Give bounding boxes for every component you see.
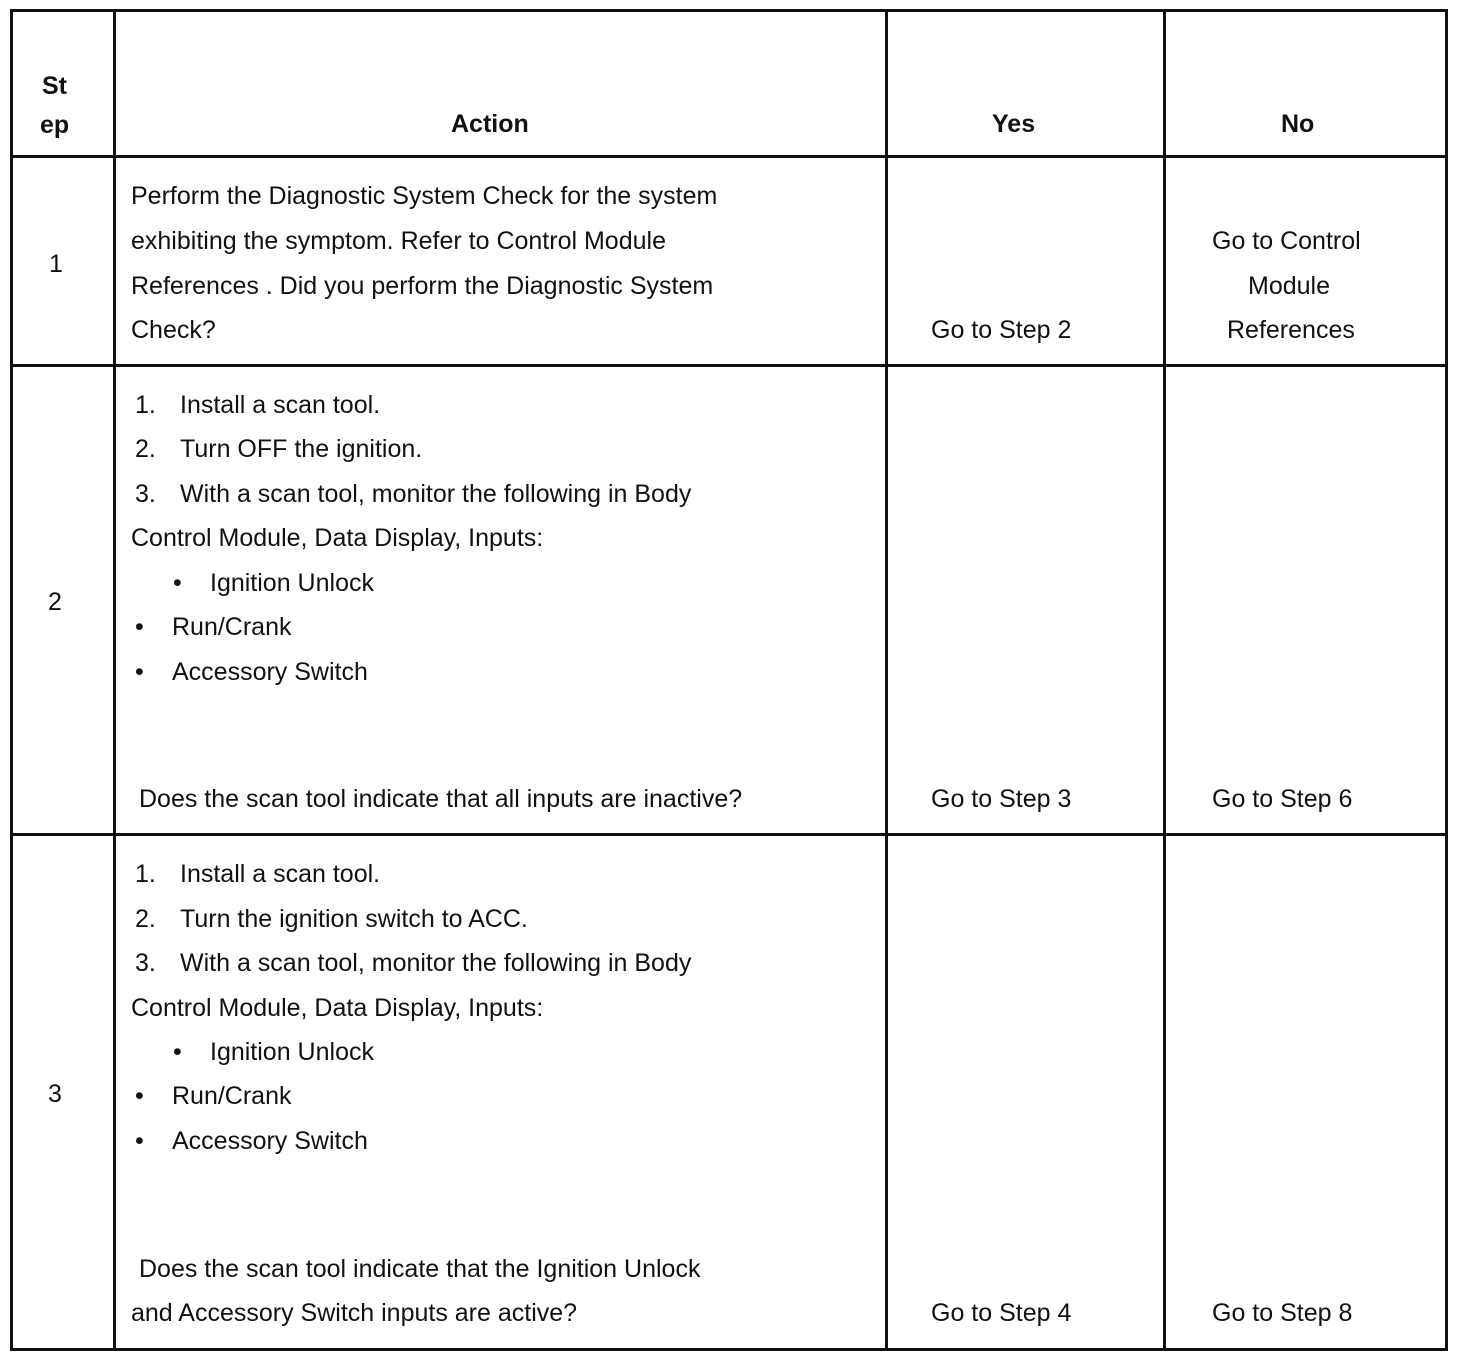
row3-no: Go to Step 8 [1212, 1299, 1353, 1327]
header-step-line1: St [42, 72, 67, 100]
row1-action-line1: Perform the Diagnostic System Check for the system [131, 182, 718, 210]
row3-bullet-text-2: Run/Crank [172, 1082, 292, 1110]
table-border-header-bottom [10, 155, 1448, 158]
row3-list-num-2: 2. [135, 905, 156, 933]
table-border-row1-bottom [10, 364, 1448, 367]
table-divider-step-action [113, 9, 116, 1351]
row3-list-continuation: Control Module, Data Display, Inputs: [131, 994, 544, 1022]
row2-list-continuation: Control Module, Data Display, Inputs: [131, 524, 544, 552]
row1-no-line2: Module [1248, 272, 1330, 300]
row2-question-line1: Does the scan tool indicate that all inputs are inactive? [139, 785, 743, 813]
table-divider-action-yes [885, 9, 888, 1351]
row3-list-num-3: 3. [135, 949, 156, 977]
row1-yes: Go to Step 2 [931, 316, 1072, 344]
row3-bullet-text-3: Accessory Switch [172, 1127, 368, 1155]
table-border-row2-bottom [10, 833, 1448, 836]
row3-bullet-text-1: Ignition Unlock [210, 1038, 374, 1066]
table-border-bottom [10, 1348, 1448, 1351]
table-border-left [10, 9, 13, 1351]
row3-bullet-3: • [135, 1127, 144, 1155]
row1-action-line4: Check? [131, 316, 216, 344]
row2-step: 2 [48, 588, 62, 616]
row2-bullet-2: • [135, 613, 144, 641]
row1-no-line1: Go to Control [1212, 227, 1361, 255]
row1-step: 1 [49, 250, 63, 278]
row1-action-line3: References . Did you perform the Diagnostic System [131, 272, 714, 300]
row2-bullet-3: • [135, 658, 144, 686]
header-yes: Yes [992, 110, 1036, 138]
row2-list-num-2: 2. [135, 435, 156, 463]
header-no: No [1281, 110, 1315, 138]
row2-list-text-1: Install a scan tool. [180, 391, 381, 419]
row2-no: Go to Step 6 [1212, 785, 1353, 813]
row3-list-text-2: Turn the ignition switch to ACC. [180, 905, 528, 933]
row3-list-num-1: 1. [135, 860, 156, 888]
row3-yes: Go to Step 4 [931, 1299, 1072, 1327]
row1-action-line2: exhibiting the symptom. Refer to Control Module [131, 227, 666, 255]
row2-list-num-3: 3. [135, 480, 156, 508]
row3-question-line1: Does the scan tool indicate that the Ignition Unlock [139, 1255, 701, 1283]
row3-bullet-2: • [135, 1082, 144, 1110]
table-border-right [1445, 9, 1448, 1351]
row2-list-text-2: Turn OFF the ignition. [180, 435, 423, 463]
row3-bullet-1: • [173, 1038, 182, 1066]
row3-step: 3 [48, 1080, 62, 1108]
row1-no-line3: References [1227, 316, 1355, 344]
row2-yes: Go to Step 3 [931, 785, 1072, 813]
table-divider-yes-no [1163, 9, 1166, 1351]
row3-list-text-3: With a scan tool, monitor the following in Body [180, 949, 692, 977]
row2-list-text-3: With a scan tool, monitor the following in Body [180, 480, 692, 508]
row3-list-text-1: Install a scan tool. [180, 860, 381, 888]
header-action: Action [451, 110, 529, 138]
row2-bullet-text-1: Ignition Unlock [210, 569, 374, 597]
table-border-top [10, 9, 1448, 12]
row2-bullet-text-3: Accessory Switch [172, 658, 368, 686]
row2-list-num-1: 1. [135, 391, 156, 419]
row3-question-line2: and Accessory Switch inputs are active? [131, 1299, 578, 1327]
row2-bullet-1: • [173, 569, 182, 597]
header-step-line2: ep [40, 111, 70, 139]
row2-bullet-text-2: Run/Crank [172, 613, 292, 641]
